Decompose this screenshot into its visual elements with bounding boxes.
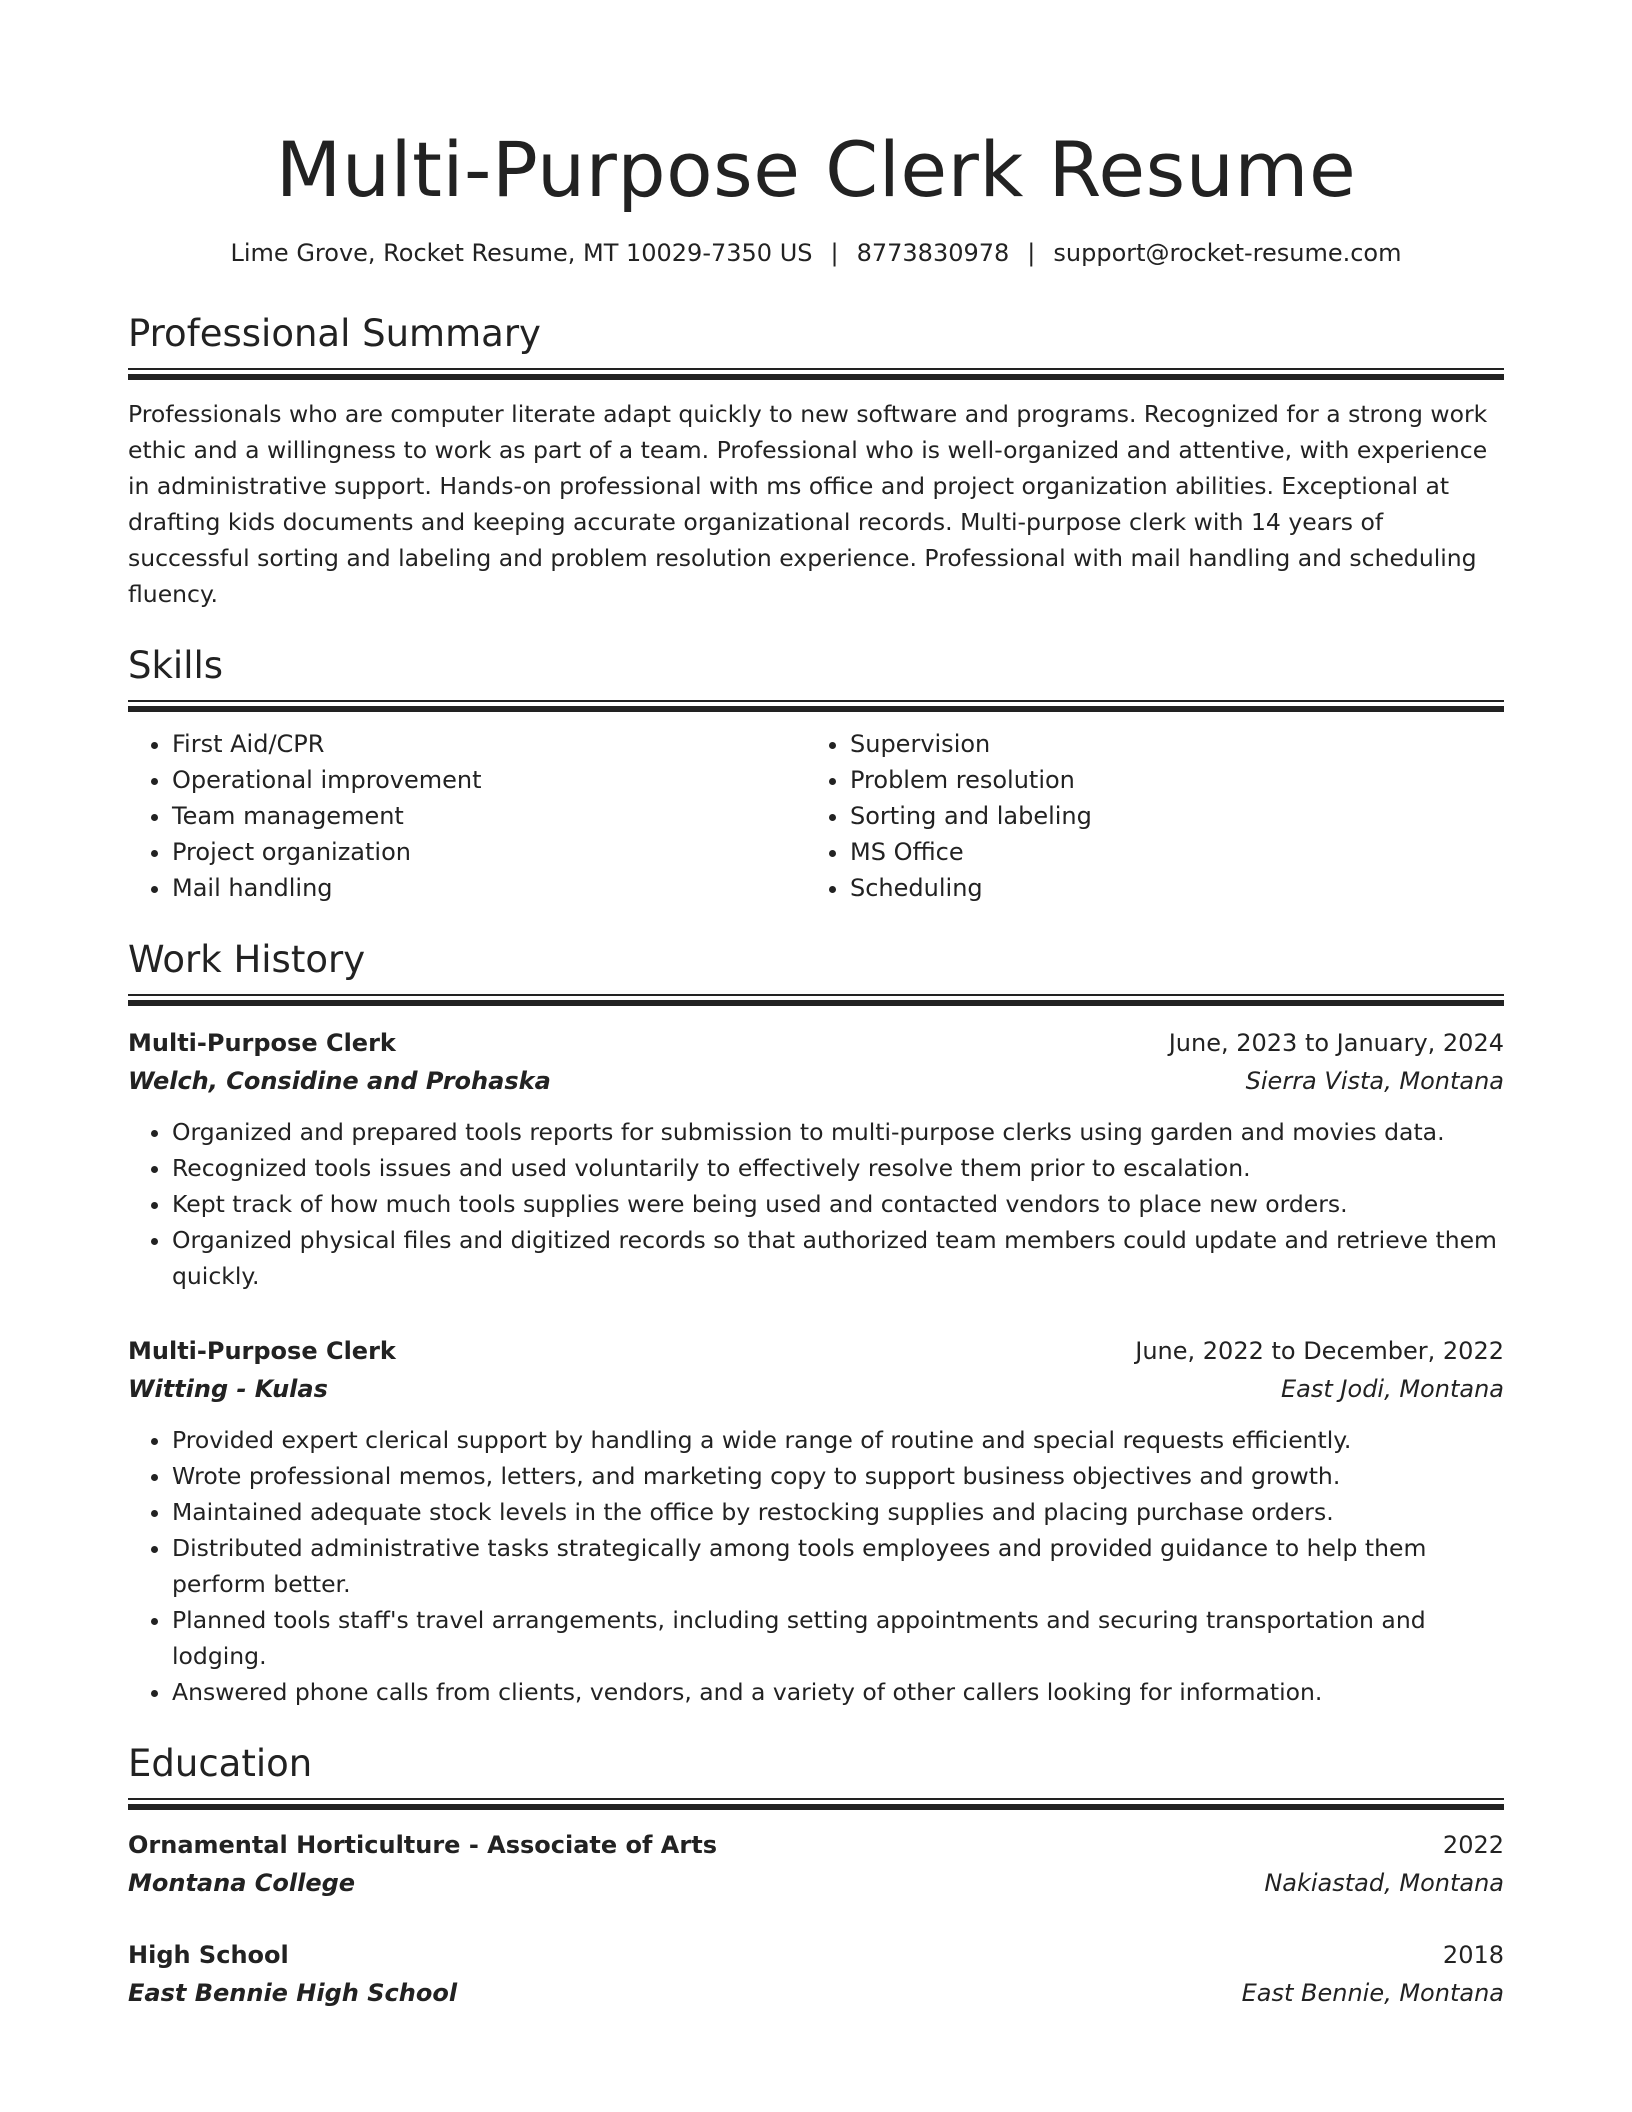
skill-item: • Team management	[172, 798, 806, 834]
skills-list-left	[128, 726, 806, 906]
work-history-heading: Work History	[128, 938, 366, 981]
education-entry	[128, 1826, 1504, 1902]
skills-list-right	[806, 726, 1484, 906]
job-entry	[128, 1332, 1504, 1710]
education-year: 2022	[1442, 1831, 1504, 1859]
job-location: East Jodi, Montana	[1281, 1375, 1504, 1403]
education-school: Montana College	[128, 1869, 356, 1897]
skill-item: • Scheduling	[850, 870, 1484, 906]
contact-email: support@rocket-resume.com	[1053, 239, 1402, 267]
contact-line	[128, 236, 1504, 270]
education-degree: Ornamental Horticulture - Associate of Arts	[128, 1831, 717, 1859]
contact-address: Lime Grove, Rocket Resume, MT 10029-7350 US	[230, 239, 813, 267]
job-bullets	[128, 1422, 1504, 1710]
job-company: Witting - Kulas	[128, 1375, 328, 1403]
job-bullet: • Maintained adequate stock levels in the office by restocking supplies and placing purchase orders.	[172, 1494, 1504, 1530]
job-header-row	[128, 1024, 1504, 1062]
education-school: East Bennie High School	[128, 1979, 458, 2007]
skill-item: • MS Office	[850, 834, 1484, 870]
summary-text: Professionals who are computer literate adapt quickly to new software and programs. Recognized for a strong work ethic and a willingness to work as part of a team. Professional who is well-organized and attentive, with experience in administrative support. Hands-on professional with ms office and project organization abilities. Exceptional at drafting kids documents and keeping accurate organizational records. Multi-purpose clerk with 14 years of successful sorting and labeling and problem resolution experience. Professional with mail handling and scheduling fluency.	[128, 400, 1488, 608]
education-entry	[128, 1936, 1504, 2012]
job-entry	[128, 1024, 1504, 1294]
skill-item: • Project organization	[172, 834, 806, 870]
skill-item: • Problem resolution	[850, 762, 1484, 798]
job-bullet: • Distributed administrative tasks strategically among tools employees and provided guidance to help them perform better.	[172, 1530, 1504, 1602]
education-degree: High School	[128, 1941, 289, 1969]
job-company: Welch, Considine and Prohaska	[128, 1067, 551, 1095]
summary-heading: Professional Summary	[128, 312, 541, 355]
education-school-row	[128, 1864, 1504, 1902]
skill-item: • First Aid/CPR	[172, 726, 806, 762]
job-title: Multi-Purpose Clerk	[128, 1029, 396, 1057]
resume-title: Multi-Purpose Clerk Resume	[275, 125, 1357, 214]
work-history-section	[128, 936, 1504, 1710]
job-bullet: • Planned tools staff's travel arrangements, including setting appointments and securing transportation and lodging.	[172, 1602, 1504, 1674]
job-bullet: • Wrote professional memos, letters, and marketing copy to support business objectives and growth.	[172, 1458, 1504, 1494]
education-year: 2018	[1442, 1941, 1504, 1969]
skill-item: • Sorting and labeling	[850, 798, 1484, 834]
education-header-row	[128, 1936, 1504, 1974]
skill-item: • Mail handling	[172, 870, 806, 906]
education-header-row	[128, 1826, 1504, 1864]
job-bullet: • Organized physical files and digitized records so that authorized team members could update and retrieve them quickly.	[172, 1222, 1504, 1294]
job-bullets	[128, 1114, 1504, 1294]
section-divider	[128, 368, 1504, 380]
skills-section	[128, 642, 1504, 906]
job-bullet: • Provided expert clerical support by handling a wide range of routine and special requests efficiently.	[172, 1422, 1504, 1458]
education-heading: Education	[128, 1742, 313, 1785]
education-location: East Bennie, Montana	[1241, 1979, 1504, 2007]
skills-heading: Skills	[128, 644, 224, 687]
job-company-row	[128, 1370, 1504, 1408]
job-bullet: • Organized and prepared tools reports for submission to multi-purpose clerks using garden and movies data.	[172, 1114, 1504, 1150]
summary-section	[128, 310, 1504, 612]
section-divider	[128, 700, 1504, 712]
contact-phone: 8773830978	[856, 239, 1010, 267]
education-section	[128, 1740, 1504, 2012]
job-title: Multi-Purpose Clerk	[128, 1337, 396, 1365]
contact-separator: |	[1027, 239, 1036, 267]
job-bullet: • Answered phone calls from clients, vendors, and a variety of other callers looking for information.	[172, 1674, 1504, 1710]
job-bullet: • Recognized tools issues and used voluntarily to effectively resolve them prior to escalation.	[172, 1150, 1504, 1186]
job-company-row	[128, 1062, 1504, 1100]
job-header-row	[128, 1332, 1504, 1370]
contact-separator: |	[830, 239, 839, 267]
job-location: Sierra Vista, Montana	[1245, 1067, 1504, 1095]
section-divider	[128, 1798, 1504, 1810]
education-location: Nakiastad, Montana	[1264, 1869, 1504, 1897]
education-school-row	[128, 1974, 1504, 2012]
job-bullet: • Kept track of how much tools supplies were being used and contacted vendors to place new orders.	[172, 1186, 1504, 1222]
resume-page	[128, 0, 1504, 2012]
skill-item: • Supervision	[850, 726, 1484, 762]
skills-grid	[128, 726, 1504, 906]
job-dates: June, 2023 to January, 2024	[1168, 1029, 1504, 1057]
section-divider	[128, 994, 1504, 1006]
job-dates: June, 2022 to December, 2022	[1135, 1337, 1504, 1365]
skill-item: • Operational improvement	[172, 762, 806, 798]
